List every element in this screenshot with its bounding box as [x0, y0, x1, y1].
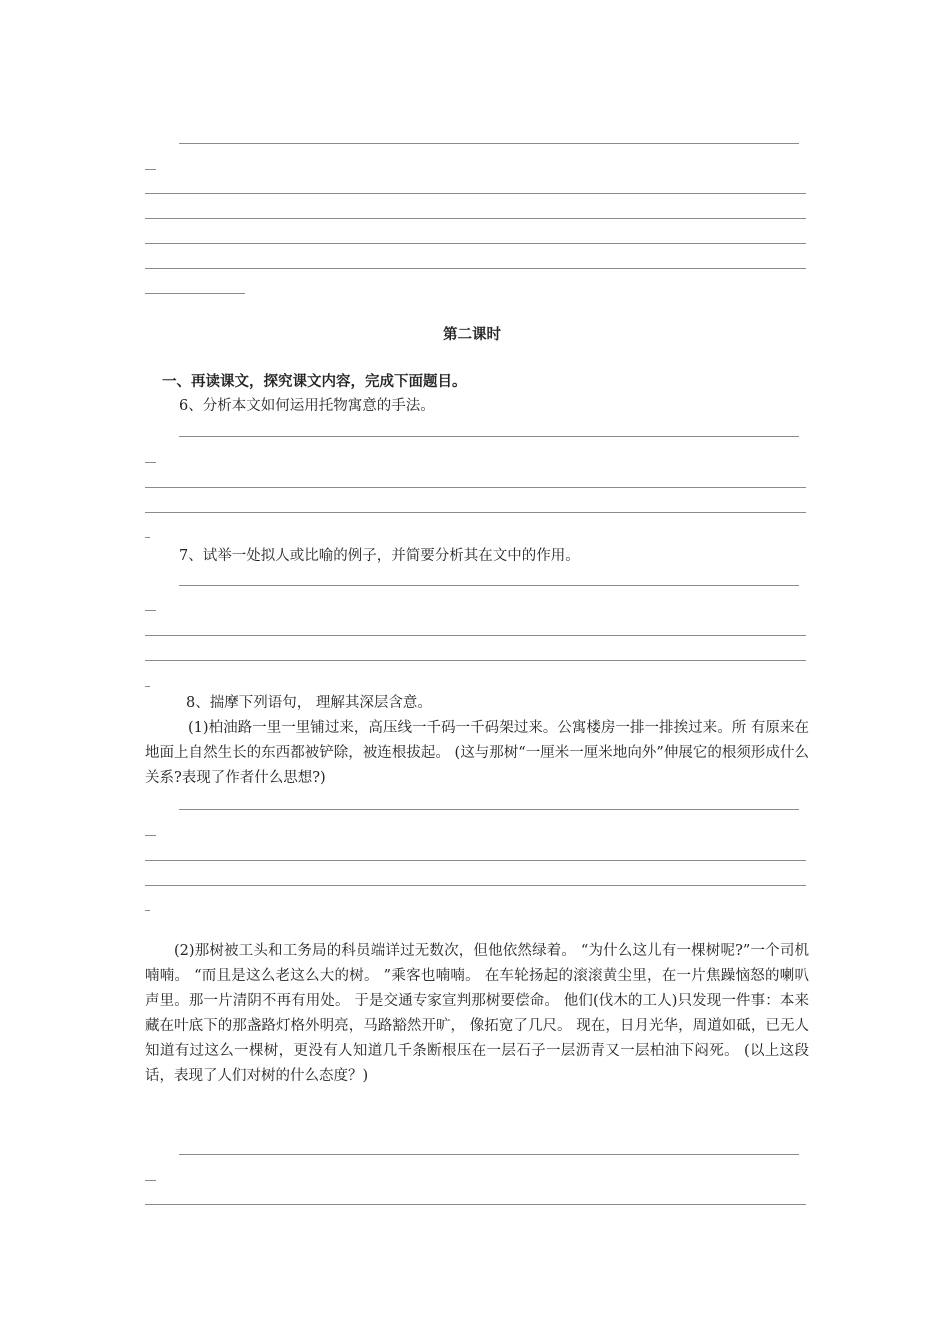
answer-line[interactable]	[145, 537, 150, 538]
answer-line[interactable]	[145, 860, 806, 861]
answer-line[interactable]	[179, 809, 799, 810]
answer-line[interactable]	[145, 512, 806, 513]
answer-line[interactable]	[145, 193, 806, 194]
answer-line[interactable]	[179, 436, 799, 437]
answer-line[interactable]	[145, 218, 806, 219]
q8-item-1: (1)柏油路一里一里铺过来，高压线一千码一千码架过来。公寓楼房一排一排挨过来。所 有原来在地面上自然生长的东西都被铲除，被连根拔起。 (这与那树“一厘米一厘米地向外”伸展它的根须形成什么关系?表现了作者什么思想?)	[145, 720, 809, 786]
answer-line[interactable]	[145, 1204, 806, 1205]
question-7: 7、试举一处拟人或比喻的例子，并简要分析其在文中的作用。	[179, 548, 580, 564]
answer-line[interactable]	[145, 243, 806, 244]
answer-line[interactable]	[145, 462, 156, 463]
answer-line[interactable]	[145, 293, 245, 294]
answer-line[interactable]	[145, 635, 806, 636]
answer-line[interactable]	[145, 610, 156, 611]
answer-line[interactable]	[145, 910, 150, 911]
answer-line[interactable]	[145, 686, 150, 687]
question-6: 6、分析本文如何运用托物寓意的手法。	[179, 398, 435, 414]
answer-line[interactable]	[179, 585, 799, 586]
answer-line[interactable]	[145, 268, 806, 269]
answer-line[interactable]	[145, 660, 806, 661]
lesson-title: 第二课时	[443, 327, 501, 343]
answer-line[interactable]	[145, 1180, 156, 1181]
q8-item-2: (2)那树被工头和工务局的科员端详过无数次，但他依然绿着。 “为什么这儿有一棵树呢?”一个司机喃喃。 “而且是这么老这么大的树。 ”乘客也喃喃。 在车轮扬起的滚滚黄尘里，在一片焦躁恼怒的喇叭声里。那一片清阴不再有用处。 于是交通专家宣判那树要偿命。 他们(伐木的工人)只发现一件事：本来藏在叶底下的那盏路灯格外明亮，马路豁然开旷， 像拓宽了几尺。 现在，日月光华，周道如砥，已无人知道有过这么一棵树，更没有人知道几千条断根压在一层石子一层沥青又一层柏油下闷死。 (以上这段话，表现了人们对树的什么态度？)	[145, 943, 809, 1084]
section-heading: 一、再读课文，探究课文内容，完成下面题目。	[162, 374, 467, 390]
question-8: 8、揣摩下列语句， 理解其深层含意。	[186, 695, 432, 711]
answer-line[interactable]	[179, 143, 799, 144]
answer-line[interactable]	[145, 487, 806, 488]
answer-line[interactable]	[145, 885, 806, 886]
answer-line[interactable]	[179, 1154, 799, 1155]
answer-line[interactable]	[145, 169, 156, 170]
answer-line[interactable]	[145, 835, 156, 836]
